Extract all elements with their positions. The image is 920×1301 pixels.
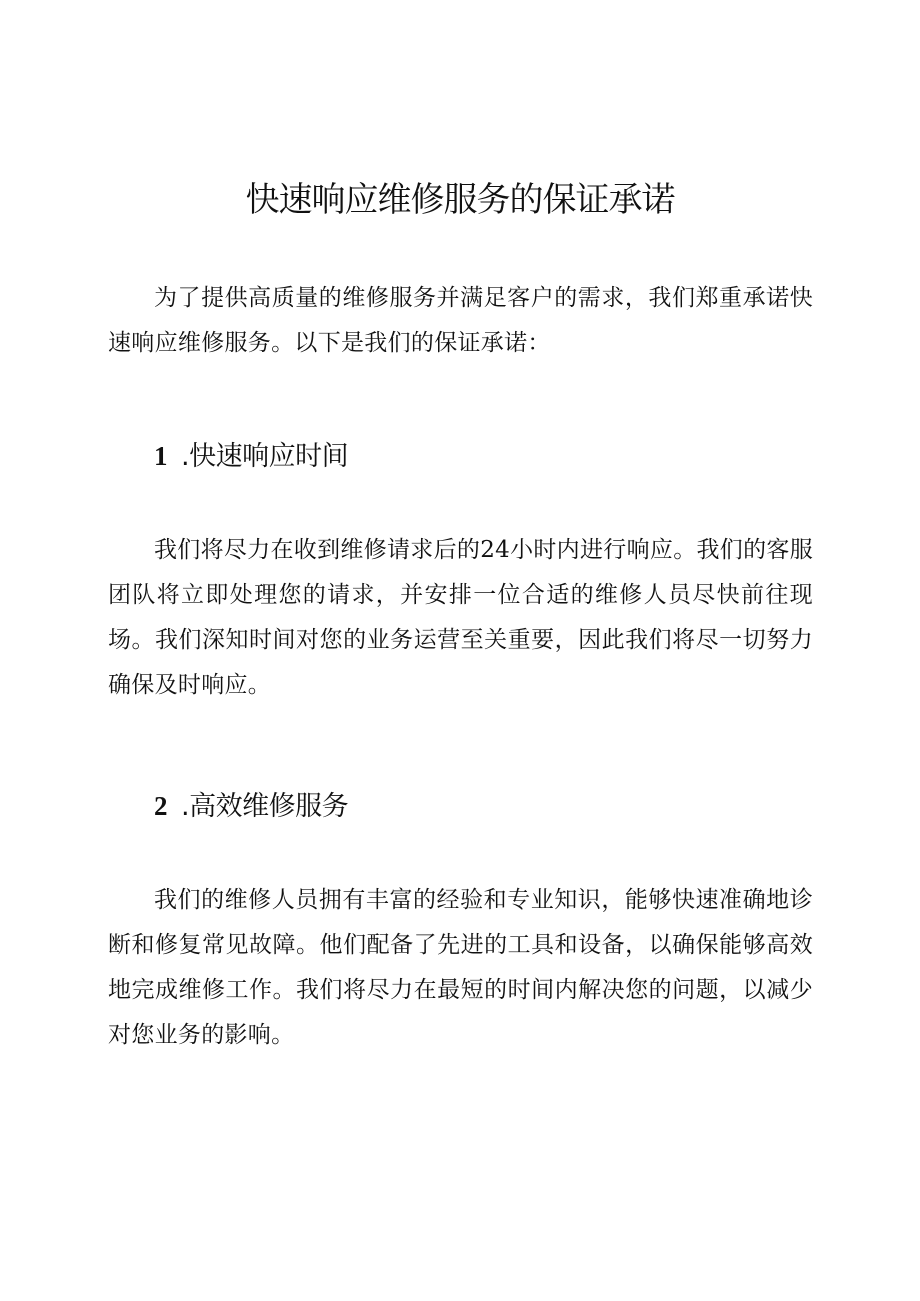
section-title-2: .高效维修服务	[181, 791, 349, 822]
section-number-1: 1	[154, 441, 167, 471]
section-number-2: 2	[154, 791, 167, 821]
section-body-2: 我们的维修人员拥有丰富的经验和专业知识，能够快速准确地诊断和修复常见故障。他们配备了先进的工具和设备，以确保能够高效地完成维修工作。我们将尽力在最短的时间内解决您的问题，以减少对您业务的影响。	[108, 887, 813, 1048]
intro-paragraph: 为了提供高质量的维修服务并满足客户的需求，我们郑重承诺快速响应维修服务。以下是我们的保证承诺：	[108, 285, 813, 356]
section-title-1: .快速响应时间	[181, 441, 349, 472]
section-heading-2	[154, 786, 348, 827]
section-body-1: 我们将尽力在收到维修请求后的24小时内进行响应。我们的客服团队将立即处理您的请求，并安排一位合适的维修人员尽快前往现场。我们深知时间对您的业务运营至关重要，因此我们将尽一切努力确保及时响应。	[108, 537, 813, 698]
document-title: 快速响应维修服务的保证承诺	[245, 180, 675, 220]
section-heading-1	[154, 436, 348, 477]
